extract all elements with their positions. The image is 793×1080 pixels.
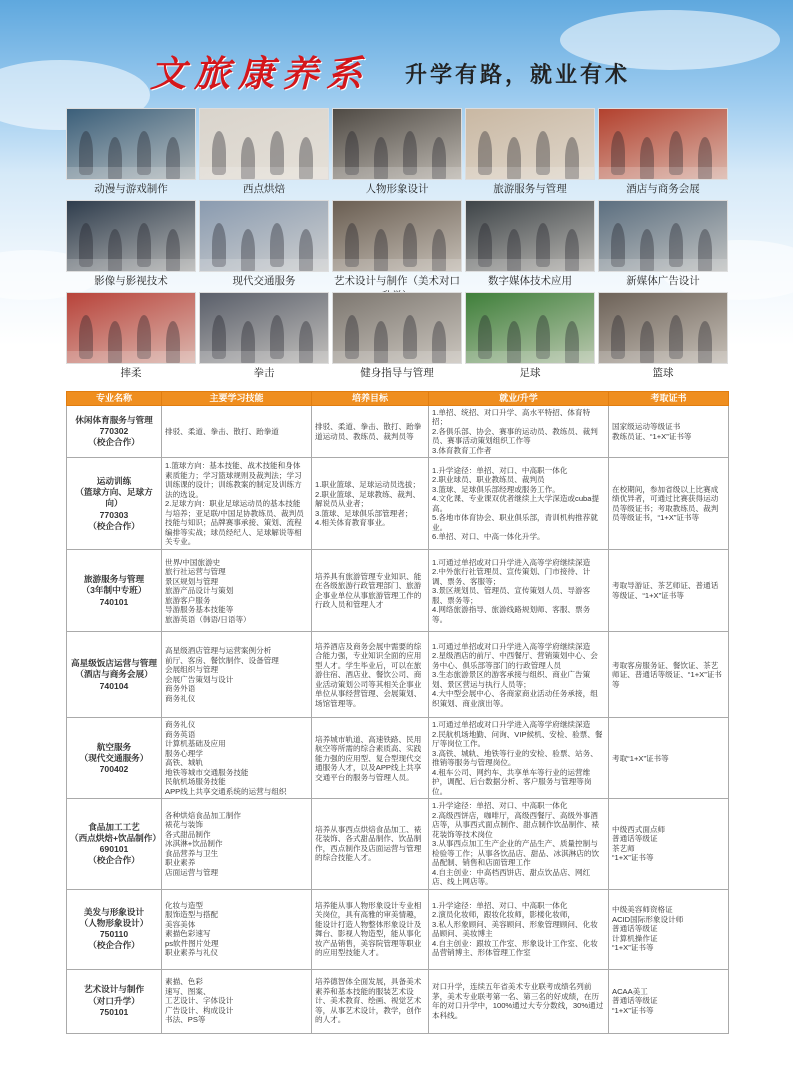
career-line: 1.升学途径：单招、对口、中高职一体化 [432,465,568,475]
cell-career [429,889,609,969]
page-header [0,40,793,102]
career-line: 5.各地市体育协会、职业俱乐部，青训机构推荐就业。 [432,513,598,532]
skills-line: 美容美体 [165,919,196,929]
skills-line: 计算机基础及应用 [165,739,226,749]
cert-line: 计算机操作证 [612,933,658,943]
photo-tile [465,292,595,380]
photo-floor [599,167,727,180]
skills-line: 商务外语 [165,684,196,694]
photo-tile [66,108,196,196]
name-line: 690101 [99,843,129,854]
cell-goal [312,550,429,632]
photo-image [66,292,196,364]
name-line: 770303 [99,509,129,520]
cell-name [67,632,162,718]
cell-skills [162,550,312,632]
skills-line: ps软件图片处理 [165,938,219,948]
skills-line: 1.篮球方向：基本技能、战术技能和身体素质能力；学习篮球规则及裁判法；学习训练课的设计；训练教案的制定及训练方法的选设。 [165,461,302,499]
cert-line: ACAA美工 [612,986,648,996]
career-line: 4.自主创业：跟妆工作室、形象设计工作室、化妆品营销博主、形体管理工作室 [432,938,598,958]
name-line: （校企合作） [88,855,140,866]
table-row [67,458,729,550]
photo-caption: 旅游服务与管理 [493,183,567,195]
cell-goal [312,632,429,718]
photo-image [199,108,329,180]
photo-tile [199,200,329,288]
name-line: （校企合作） [88,520,140,531]
career-line: 1.单招、统招、对口升学、高水平特招、体育特招； [432,408,591,427]
photo-caption: 健身指导与管理 [360,367,434,379]
career-line: 3.体育教育工作者 [432,445,492,455]
career-line: 1.可通过单招或对口升学进入高等学府继续深造 [432,641,591,651]
skills-line: 旅游客户服务 [165,595,211,605]
cell-goal [312,799,429,889]
career-line: 3.从事西点加工生产企业的产品生产、质量控制与检验等工作；从事各饮品店、甜品、冰淇淋店的饮品配制、销售和店面管理工作 [432,839,600,868]
goal-line: 培养具有旅游管理专业知识、能在各级旅游行政管理部门、旅游企事业单位从事旅游管理工作的行政人员和管理人才 [315,571,422,610]
career-line: 3.景区规划员、管理员、宣传策划人员、导游客服、票务等； [432,586,591,605]
cert-line: 考取导游证、茶艺师证、普通话等级证、“1+X”证书等 [612,581,719,600]
career-line: 4.网络旅游指导、旅游线路规划师、客服、票务等。 [432,605,591,624]
col-header-goal: 培养目标 [312,392,429,406]
cell-career [429,632,609,718]
photo-floor [200,351,328,364]
cell-skills [162,799,312,889]
cell-skills [162,969,312,1033]
photo-tile [598,200,728,288]
cert-line: 普通话等级证 [612,996,658,1006]
col-header-major: 专业名称 [67,392,162,406]
cell-skills [162,406,312,458]
cert-line: “1+X”证书等 [612,1005,654,1015]
photo-floor [466,167,594,180]
name-line: （校企合作） [88,940,140,951]
photo-caption: 影像与影视技术 [94,275,168,287]
photo-image [598,108,728,180]
skills-line: 职业素养 [165,858,196,868]
table-row [67,406,729,458]
page-title: 文旅康养系 [150,53,371,95]
career-line: 2.演员化妆师，跟妆化妆师，影楼化妆师， [432,910,576,920]
skills-line: 商务礼仪 [165,693,196,703]
cell-skills [162,632,312,718]
name-line: 740101 [99,596,129,607]
skills-line: 旅行社运营与管理 [165,567,226,577]
cell-goal [312,458,429,550]
name-line: （篮球方向、足球方向） [75,487,153,509]
photo-image [66,200,196,272]
cert-line: 考取“1+X”证书等 [612,753,669,763]
page-slogan: 升学有路，就业有术 [405,62,631,88]
name-line: 运动训练 [96,475,132,486]
cert-line: 中级美容师资格证 [612,905,673,915]
photo-image [465,200,595,272]
table-row [67,799,729,889]
goal-line: 培养城市轨道、高速铁路、民用航空等所需的综合素质高、实践能力强的应用型、复合型现代交通服务人才，以及APP线上共享交通平台的服务与管理人员。 [315,734,422,782]
career-line: 3.高铁、城轨、地铁等行业的安检、验票、站务、推销等服务与管理岗位。 [432,748,598,768]
photo-caption: 现代交通服务 [232,275,296,287]
cell-cert [609,550,729,632]
name-line: 旅游服务与管理 [83,574,145,585]
cell-name [67,550,162,632]
name-line: 700402 [99,763,129,774]
skills-line: 旅游产品设计与策划 [165,586,234,596]
skills-line: 世界/中国旅游史 [165,557,221,567]
cell-name [67,718,162,799]
photo-floor [333,167,461,180]
photo-image [199,292,329,364]
cert-line: 茶艺师 [612,843,635,853]
skills-line: 书法、PS等 [165,1015,206,1025]
table-row [67,718,729,799]
cell-career [429,969,609,1033]
career-line: 4.大中型会展中心、各商家商业活动任务承接，组织策划、商业演出等。 [432,689,598,708]
skills-line: 民航机场服务技能 [165,777,226,787]
cell-cert [609,632,729,718]
photo-tile [598,108,728,196]
cell-goal [312,406,429,458]
col-header-cert: 考取证书 [609,392,729,406]
cell-name [67,458,162,550]
cell-goal [312,718,429,799]
photo-floor [200,259,328,272]
goal-line: 培养从事西点烘焙食品加工、裱花装饰、各式甜品制作、饮品制作，西点制作及店面运营与管理的综合技能人才。 [315,825,422,863]
name-line: 艺术设计与制作 [83,984,145,995]
career-line: 4.文化课、专业课双优者继续上大学深造或cuba提高。 [432,494,600,513]
photo-image [332,292,462,364]
cell-name [67,889,162,969]
skills-line: 高铁、城轨 [165,758,203,768]
skills-line: 会展广告策划与设计 [165,674,234,684]
career-line: 3.生态旅游景区的游客承接与组织、商业广告策划、景区营运与执行人员等； [432,670,591,689]
photo-tile [199,292,329,380]
skills-line: 速写、图案、 [165,986,211,996]
table-row [67,969,729,1033]
name-line: 750101 [99,1006,129,1017]
skills-line: 地铁等城市交通服务技能 [165,767,249,777]
cert-line: ACID国际形象设计师 [612,914,684,924]
table-row [67,550,729,632]
photo-image [465,108,595,180]
name-line: 休闲体育服务与管理 [75,414,153,425]
photo-floor [599,259,727,272]
name-line: （校企合作） [88,437,140,448]
photo-image [598,200,728,272]
skills-line: 广告设计、构成设计 [165,1005,234,1015]
cert-line: 国家级运动等级证书 [612,422,681,432]
cert-line: “1+X”证书等 [612,853,654,863]
skills-line: 会展组织与管理 [165,665,219,675]
cell-skills [162,718,312,799]
cert-line: 普通话等级证 [612,924,658,934]
cert-line: 普通话等级证 [612,834,658,844]
name-line: 770302 [99,426,129,437]
skills-line: 各式甜品制作 [165,829,211,839]
photo-caption: 足球 [519,367,541,379]
photo-caption: 摔柔 [120,367,142,379]
photo-caption: 数字媒体技术应用 [488,275,572,287]
cell-career [429,799,609,889]
skills-line: 排驳、柔道、拳击、散打、跆拳道 [165,426,279,436]
skills-line: APP线上共享交通系统的运营与组织 [165,786,287,796]
photo-image [598,292,728,364]
photo-floor [67,167,195,180]
skills-line: 前厅、客房、餐饮制作、设备管理 [165,655,279,665]
skills-line: 店面运营与管理 [165,867,219,877]
skills-line: 冰淇淋+饮品制作 [165,839,223,849]
photo-floor [67,351,195,364]
skills-line: 服饰造型与搭配 [165,910,219,920]
cert-line: “1+X”证书等 [612,943,654,953]
goal-line: 排驳、柔道、拳击、散打、跆拳道运动员、教练员、裁判员等 [315,422,422,441]
col-header-career: 就业/升学 [429,392,609,406]
skills-line: 导游服务基本技能等 [165,605,234,615]
photo-image [332,200,462,272]
photo-tile [199,108,329,196]
cell-name [67,969,162,1033]
name-line: 高星级饭店运营与管理 [71,658,157,669]
career-line: 4.租车公司、网约车、共享单车等行业的运营维护，调配、后台数据分析、客户服务与管理等岗位。 [432,767,592,796]
skills-line: 2.足球方向：职业足球运动员的基本技能与培养；亚足联/中国足协教练员、裁判员技能与知识；品牌赛事承接、策划、流程编排等实战；球员经纪人、足球解说等相关专业。 [165,499,304,547]
name-line: 美发与形象设计 [83,906,145,917]
name-line: （3年制中专班） [81,585,147,596]
photo-caption: 拳击 [253,367,275,379]
career-line: 1.升学途径：单招、对口、中高职一体化 [432,801,568,811]
cell-goal [312,889,429,969]
cell-career [429,718,609,799]
skills-line: 素描、色彩 [165,977,203,987]
career-line: 2.星级酒店的前厅、中西餐厅、营销策划中心、会务中心、俱乐部等部门的行政管理人员 [432,651,598,670]
goal-line: 培养德智体全面发展，具备美术素养和基本技能的服装艺术设计、美术教育、绘画、视觉艺术等，从事艺术设计，教学，创作的人才。 [315,977,422,1025]
goal-line: 2.职业篮球、足球教练、裁判、解说员从业者； [315,489,421,509]
name-line: （对口升学） [88,995,140,1006]
photo-caption: 人物形象设计 [365,183,429,195]
name-line: （西点烘焙+饮品制作） [70,832,161,843]
cell-cert [609,969,729,1033]
photo-caption: 艺术设计与制作（美术对口 [334,275,460,287]
photo-floor [466,351,594,364]
career-line: 6.单招、对口、中高一体化升学。 [432,532,545,542]
photo-tile [465,200,595,288]
photo-tile [598,292,728,380]
table-header-row [67,392,729,406]
skills-line: 旅游英语（韩语/日语等） [165,614,251,624]
name-line: 740104 [99,680,129,691]
career-line: 1.升学途径：单招、对口、中高职一体化 [432,900,568,910]
skills-line: 商务礼仪 [165,720,196,730]
career-line: 3.篮球、足球俱乐部经理或服务工作。 [432,484,560,494]
cert-line: 中级西式面点师 [612,825,666,834]
photo-tile [66,292,196,380]
photo-tile [465,108,595,196]
skills-line: 裱花与装饰 [165,820,203,830]
photo-caption: 西点烘焙 [243,183,285,195]
career-line: 3.私人形象顾问、美容顾问、形象管理顾问、化妆品顾问、美妆博主 [432,919,598,939]
career-line: 2.民航机场地勤、问询、VIP候机、安检、验票、餐厅等岗位工作。 [432,729,603,749]
photo-image [66,108,196,180]
col-header-skills: 主要学习技能 [162,392,312,406]
cell-name [67,406,162,458]
photo-image [465,292,595,364]
skills-line: 素描色彩速写 [165,929,211,939]
cell-cert [609,889,729,969]
cell-skills [162,889,312,969]
cert-line: 在校期间，参加省级以上比赛成绩优异者，可通过比赛获得运动员等级证书；考取教练员、裁判员等级证书，“1+X”证书等 [612,484,719,523]
photo-image [332,108,462,180]
photo-caption: 新媒体广告设计 [626,275,700,287]
skills-line: 各种烘焙食品加工制作 [165,810,241,820]
cell-cert [609,458,729,550]
goal-line: 1.职业篮球、足球运动员选拔； [315,480,421,490]
cell-career [429,458,609,550]
career-line: 对口升学，连续五年省美术专业联考成绩名列前茅，美术专业联考第一名、第三名的好成绩，在历年的对口升学中，100%通过大专分数线，30%通过本科线。 [432,982,604,1020]
photo-caption: 动漫与游戏制作 [94,183,168,195]
career-line: 1.可通过单招或对口升学进入高等学府继续深造 [432,557,591,567]
photo-floor [466,259,594,272]
photo-tile [332,292,462,380]
skills-line: 商务英语 [165,729,196,739]
career-line: 2.各俱乐部、协会、赛事的运动员、教练员、裁判员、赛事活动策划组织工作等 [432,426,598,446]
skills-line: 化妆与造型 [165,900,203,910]
photo-caption: 篮球 [652,367,674,379]
skills-line: 高星级酒店管理与运营案例分析 [165,646,272,656]
career-line: 2.职业球员、职业教练员、裁判员 [432,475,545,485]
name-line: （现代交通服务） [79,752,149,763]
cell-cert [609,406,729,458]
photo-tile [66,200,196,288]
photo-image [199,200,329,272]
photo-tile [332,200,462,288]
goal-line: 4.相关体育教育事业。 [315,518,390,528]
cert-line: 教练员证、“1+X”证书等 [612,431,692,441]
name-line: 750110 [99,929,129,940]
cell-cert [609,799,729,889]
name-line: （人物形象设计） [79,917,149,928]
table-row [67,889,729,969]
cell-name [67,799,162,889]
career-line: 2.高级西饼店，咖啡厅，高级西餐厅、高级外事酒店等，从事西式面点制作、甜点制作饮品制作、裱花装饰等技术岗位 [432,810,600,839]
goal-line: 3.篮球、足球俱乐部管理者； [315,508,413,518]
majors-table [66,391,729,1034]
name-line: 食品加工工艺 [88,821,140,832]
photo-caption: 酒店与商务会展 [626,183,700,195]
skills-line: 服务心理学 [165,748,203,758]
cell-career [429,550,609,632]
table-row [67,632,729,718]
career-line: 2.中外旅行社管理员、宣传策划、门市接待、计调、票务、客服等； [432,567,591,586]
cell-skills [162,458,312,550]
skills-line: 景区规划与管理 [165,576,219,586]
cell-cert [609,718,729,799]
cell-goal [312,969,429,1033]
photo-tile [332,108,462,196]
photo-floor [200,167,328,180]
skills-line: 职业素养与礼仪 [165,948,219,958]
skills-line: 工艺设计、字体设计 [165,996,234,1006]
name-line: （酒店与商务会展） [75,669,153,680]
photo-floor [599,351,727,364]
name-line: 航空服务 [96,741,132,752]
cert-line: 考取客房服务证、餐饮证、茶艺师证、普通话等级证、“1+X”证书等 [612,660,722,689]
photo-floor [333,259,461,272]
photo-floor [67,259,195,272]
career-line: 1.可通过单招或对口升学进入高等学府继续深造 [432,720,591,730]
career-line: 4.自主创业：中高档西饼店、甜点饮品店、网红店、线上网店等。 [432,867,591,887]
photo-floor [333,351,461,364]
cell-career [429,406,609,458]
skills-line: 食品营养与卫生 [165,848,219,858]
goal-line: 培养酒店及商务会展中需要的综合能力强，专业知识全面的应用型人才。学生毕业后，可以在旅游住宿、酒店业、餐饮公司、商业活动策划公司等其相关企事业单位从事经营管理、会展策划、场馆管理等。 [315,641,422,708]
goal-line: 培养能从事人物形象设计专业相关岗位，具有高雅的审美情趣，能设计打造人物整体形象设计及舞台、影视人物造型，能从事化妆产品销售，美容院管理等职业的应用型技能人才。 [315,900,422,958]
